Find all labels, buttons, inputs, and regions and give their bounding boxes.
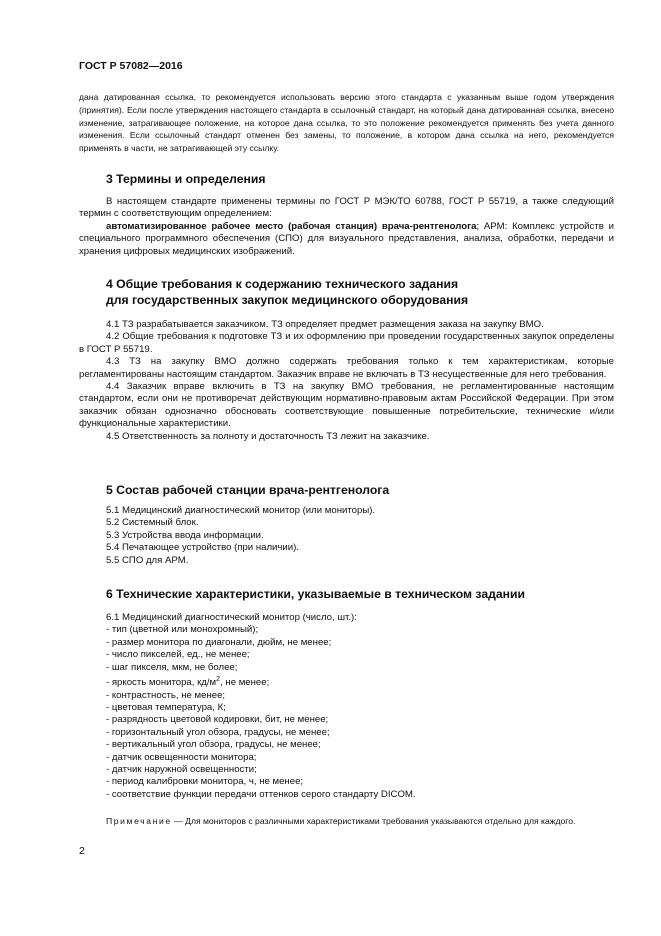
clause-4-3: 4.3 ТЗ на закупку ВМО должно содержать требования только к тем характеристикам, которые регламентированы настоящим стандартом. Заказчик вправе не включать в ТЗ несущественные для него требования. — [79, 356, 614, 380]
list-item: 5.4 Печатающее устройство (при наличии). — [106, 542, 299, 554]
note — [79, 815, 614, 827]
clause-4-4: 4.4 Заказчик вправе включить в ТЗ на закупку ВМО требования, не регламентированные настоящим стандартом, если они не противоречат действующим нормативно-правовым актам Российской Федерации. При этом заказчик обязан однозначно обосновать соответствующие повышенные потребительские, технические и/или функциональные характеристики. — [79, 381, 614, 430]
document-code: ГОСТ Р 57082—2016 — [79, 60, 183, 72]
brightness-label: - яркость монитора, кд/м — [106, 677, 217, 689]
intro-paragraph: дана датированная ссылка, то рекомендуется использовать версию этого стандарта с указанным выше годом утверждения (принятия). Если после утверждения настоящего стандарта в ссылочный стандарт, на который дана датированная ссылка, внесено изменение, затрагивающее положение, на которое дана ссылка, то это положение рекомендуется применять без учета данного изменения. Если ссылочный стандарт отменен без замены, то положение, в котором дана ссылка на него, рекомендуется применять в части, не затрагивающей эту ссылку. — [79, 92, 614, 154]
list-item: - контрастность, не менее; — [106, 689, 226, 701]
clause-4-5: 4.5 Ответственность за полноту и достаточность ТЗ лежит на заказчике. — [106, 430, 430, 442]
list-item: - шаг пикселя, мкм, не более; — [106, 661, 238, 673]
list-item: 5.3 Устройства ввода информации. — [106, 529, 264, 541]
page-number: 2 — [79, 845, 85, 857]
section-6-list — [106, 612, 606, 801]
list-item: - разрядность цветовой кодировки, бит, не менее; — [106, 714, 329, 726]
note-label: Примечание — [106, 816, 172, 826]
list-item: 5.2 Системный блок. — [106, 517, 199, 529]
section-3-paragraph: В настоящем стандарте применены термины по ГОСТ Р МЭК/ТО 60788, ГОСТ Р 55719, а также следующий термин с соответствующим определением: — [79, 196, 614, 220]
list-item: - тип (цветной или монохромный); — [106, 624, 259, 636]
section-3-body — [79, 196, 614, 258]
section-3-term-definition — [79, 221, 614, 258]
brightness-tail: , не менее; — [220, 677, 270, 689]
section-4-title-line-1: 4 Общие требования к содержанию технического задания — [106, 277, 459, 291]
clause-4-1: 4.1 ТЗ разрабатывается заказчиком. ТЗ определяет предмет размещения заказа на закупку ВМО. — [106, 319, 544, 330]
list-item: - горизонтальный угол обзора, градусы, не менее; — [106, 726, 330, 738]
list-item: - период калибровки монитора, ч, не менее; — [106, 776, 304, 788]
note-text: — Для мониторов с различными характеристиками требования указываются отдельно для каждого. — [171, 816, 576, 826]
section-4-title-line-2: для государственных закупок медицинского оборудования — [106, 293, 469, 307]
clause-4-2: 4.2 Общие требования к подготовке ТЗ и их оформлению при проведении государственных закупок определены в ГОСТ Р 55719. — [79, 331, 614, 355]
list-item: - цветовая температура, К; — [106, 702, 226, 714]
section-5-title: 5 Состав рабочей станции врача-рентгенолога — [106, 483, 390, 497]
list-item-brightness — [106, 674, 606, 690]
section-4-body — [79, 319, 614, 443]
list-item: - вертикальный угол обзора, градусы, не менее; — [106, 739, 321, 751]
list-item: - датчик наружной освещенности; — [106, 764, 257, 776]
term: автоматизированное рабочее место (рабочая станция) врача-рентгенолога — [106, 220, 477, 232]
term-definition: ; АРМ: Комплекс устройств и специального программного обеспечения (СПО) для визуального представления, анализа, обработки, передачи и хранения цифровых медицинских изображений. — [79, 220, 614, 257]
list-item: - число пикселей, ед., не менее; — [106, 649, 250, 661]
list-item: - размер монитора по диагонали, дюйм, не менее; — [106, 636, 332, 648]
clause-6-1: 6.1 Медицинский диагностический монитор (число, шт.): — [106, 612, 357, 623]
list-item: 5.1 Медицинский диагностический монитор (или мониторы). — [106, 505, 376, 516]
section-5-list — [106, 505, 606, 567]
section-3-title: 3 Термины и определения — [106, 172, 266, 186]
section-6-title: 6 Технические характеристики, указываемые в техническом задании — [106, 587, 525, 601]
list-item: 5.5 СПО для АРМ. — [106, 554, 189, 566]
list-item: - соответствие функции передачи оттенков серого стандарту DICOM. — [106, 788, 416, 800]
list-item: - датчик освещенности монитора; — [106, 751, 257, 763]
brightness-exponent: 2 — [216, 676, 221, 684]
